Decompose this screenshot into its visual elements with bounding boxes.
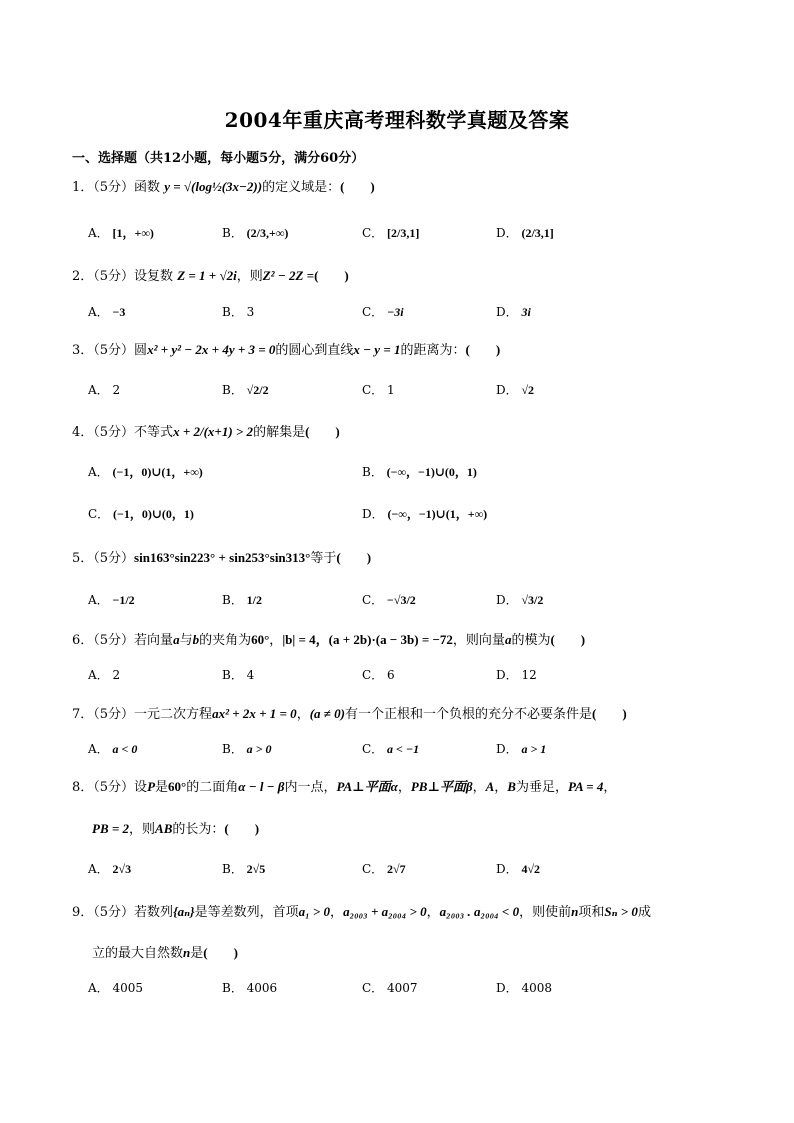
question-text: ，则使前 [519, 905, 572, 920]
separator: ， [296, 707, 310, 722]
option-value: (−∞，−1)∪(1，+∞) [387, 507, 488, 521]
answer-paren: ( ) [224, 821, 260, 836]
option-value: 3 [246, 305, 255, 319]
question-text: 不等式 [134, 425, 174, 440]
option-label: A． [88, 862, 109, 876]
option-value: (−∞，−1)∪(0，1) [386, 465, 477, 479]
option-label: D． [496, 305, 518, 319]
option-b [222, 224, 288, 241]
option-value: a > 1 [521, 742, 547, 756]
question-number: 5．（5分） [72, 551, 135, 566]
math-expression: PA = 4 [567, 779, 604, 794]
option-label: C． [88, 507, 110, 521]
option-value: 4 [246, 668, 255, 682]
option-b [222, 381, 269, 398]
question-3 [72, 339, 500, 358]
option-c [362, 591, 416, 608]
option-value: 2√3 [112, 862, 132, 876]
math-expression: 60° [251, 632, 270, 647]
option-label: D． [496, 383, 518, 397]
option-value: 12 [521, 668, 537, 682]
question-4 [72, 421, 340, 440]
page-title: 2004年重庆高考理科数学真题及答案 [224, 108, 570, 132]
option-label: C． [362, 305, 384, 319]
option-label: B． [222, 981, 243, 995]
option-value: 2√5 [246, 862, 266, 876]
math-expression: |b| = 4，(a + 2b)·(a − 3b) = −72 [282, 632, 453, 647]
option-value: (2/3,+∞) [246, 226, 289, 240]
option-a [88, 860, 131, 877]
option-label: D． [496, 862, 518, 876]
option-b [222, 979, 277, 996]
option-b [222, 740, 272, 757]
option-label: B． [222, 862, 243, 876]
option-value: 2 [112, 668, 121, 682]
math-symbol: B [507, 779, 516, 794]
option-a [88, 591, 135, 608]
question-6 [72, 629, 585, 648]
option-label: A． [88, 383, 109, 397]
question-text: 等于 [310, 551, 337, 566]
question-text: 设复数 [134, 269, 174, 284]
option-value: −√3/2 [387, 593, 416, 607]
math-expression: Z² − 2Z = [262, 268, 315, 283]
question-text: 为垂足， [515, 780, 568, 795]
question-text: 的长为： [172, 822, 225, 837]
answer-paren: ( ) [203, 945, 238, 960]
separator: ， [603, 780, 617, 795]
math-expression: sin163°sin223° + sin253°sin313° [134, 550, 311, 565]
option-label: D． [496, 742, 518, 756]
question-2 [72, 265, 349, 284]
option-d [496, 303, 531, 320]
question-5 [72, 547, 371, 566]
math-expression: a₂₀₀₃ + a₂₀₀₄ > 0 [343, 904, 427, 919]
option-label: A． [88, 465, 109, 479]
option-c [88, 505, 194, 522]
option-label: D． [496, 226, 518, 240]
option-label: A． [88, 305, 109, 319]
option-label: D． [496, 981, 518, 995]
option-c [362, 860, 406, 877]
math-expression: {aₙ} [173, 904, 195, 919]
option-value: −1/2 [112, 593, 135, 607]
option-label: C． [362, 593, 384, 607]
option-label: B． [222, 383, 243, 397]
question-text: 有一个正根和一个负根的充分不必要条件是 [345, 707, 593, 722]
option-value: 4√2 [521, 862, 541, 876]
math-symbol: P [147, 779, 156, 794]
option-value: [1，+∞) [112, 226, 154, 240]
question-8 [72, 776, 616, 795]
option-label: C． [362, 668, 384, 682]
option-value: [2/3,1] [387, 226, 420, 240]
math-expression: PB⊥平面β [410, 779, 473, 794]
separator: ， [472, 780, 486, 795]
separator: ， [269, 633, 283, 648]
vector-a: a [504, 632, 512, 647]
option-label: C． [362, 742, 384, 756]
separator: ， [397, 780, 411, 795]
question-text: 设 [134, 780, 148, 795]
math-symbol: A [485, 779, 495, 794]
question-text: 的夹角为 [199, 633, 252, 648]
option-value: −3 [112, 305, 126, 319]
question-text: 的二面角 [186, 780, 239, 795]
option-b [222, 303, 254, 320]
option-a [88, 303, 125, 320]
answer-paren: ( ) [550, 632, 586, 647]
question-text: 成 [637, 905, 651, 920]
option-a [88, 224, 154, 241]
option-value: −3i [387, 305, 404, 319]
question-text: 圆 [134, 343, 148, 358]
option-value: 4007 [387, 981, 418, 995]
math-expression: x² + y² − 2x + 4y + 3 = 0 [147, 342, 276, 357]
question-text: 的定义域是： [262, 180, 341, 195]
option-c [362, 740, 419, 757]
option-label: B． [222, 668, 243, 682]
answer-paren: ( ) [592, 706, 627, 721]
question-text: 的距离为： [400, 343, 466, 358]
option-label: A． [88, 226, 109, 240]
question-8-line-2 [92, 818, 259, 837]
question-number: 8．（5分） [72, 780, 135, 795]
question-text: 一元二次方程 [134, 707, 213, 722]
math-symbol: n [571, 904, 579, 919]
option-a [88, 666, 120, 683]
option-label: B． [222, 226, 243, 240]
question-7 [72, 703, 627, 722]
question-text: 函数 [134, 180, 161, 195]
option-label: B． [222, 305, 243, 319]
section-heading: 一、选择题（共12小题，每小题5分，满分60分） [72, 151, 365, 166]
option-label: A． [88, 981, 109, 995]
question-text: ，则 [129, 822, 156, 837]
question-text: 项和 [578, 905, 605, 920]
question-text: 若向量 [134, 633, 174, 648]
question-text: 与 [179, 633, 193, 648]
option-value: a < 0 [112, 742, 138, 756]
answer-paren: ( ) [340, 179, 375, 194]
question-text: 若数列 [134, 905, 174, 920]
option-label: B． [362, 465, 383, 479]
math-expression: α − l − β [238, 779, 285, 794]
option-value: (2/3,1] [521, 226, 554, 240]
option-label: A． [88, 593, 109, 607]
option-b [362, 463, 477, 480]
question-text: 立的最大自然数 [92, 946, 184, 961]
math-expression: ax² + 2x + 1 = 0 [212, 706, 297, 721]
option-label: B． [222, 593, 243, 607]
option-value: 4008 [521, 981, 552, 995]
answer-paren: ( ) [305, 424, 340, 439]
answer-paren: ( ) [314, 268, 349, 283]
option-label: C． [362, 862, 384, 876]
option-d [362, 505, 487, 522]
question-number: 9．（5分） [72, 905, 135, 920]
math-expression: Sₙ > 0 [604, 904, 638, 919]
option-value: 6 [387, 668, 395, 682]
question-number: 3．（5分） [72, 343, 135, 358]
question-text: 的圆心到直线 [275, 343, 354, 358]
option-a [88, 381, 120, 398]
question-text: 是等差数列，首项 [194, 905, 299, 920]
vector-b: b [192, 632, 200, 647]
option-c [362, 666, 395, 683]
question-text: 是 [190, 946, 204, 961]
question-text: 内一点， [284, 780, 337, 795]
option-label: A． [88, 742, 109, 756]
option-b [222, 591, 262, 608]
question-number: 7．（5分） [72, 707, 135, 722]
math-expression: Z = 1 + √2i [177, 268, 237, 283]
option-d [496, 224, 554, 241]
option-d [496, 860, 540, 877]
option-value: √3/2 [521, 593, 544, 607]
option-a [88, 740, 137, 757]
option-value: √2/2 [246, 383, 269, 397]
separator: ， [426, 905, 440, 920]
option-value: 4005 [112, 981, 144, 995]
question-9-line-2 [92, 942, 238, 961]
option-c [362, 224, 419, 241]
option-value: a > 0 [246, 742, 272, 756]
option-label: C． [362, 383, 384, 397]
question-number: 1．（5分） [72, 180, 135, 195]
option-label: B． [222, 742, 243, 756]
option-value: 3i [521, 305, 531, 319]
option-a [88, 979, 143, 996]
option-a [88, 463, 203, 480]
option-c [362, 303, 404, 320]
math-expression: a₁ > 0 [298, 904, 331, 919]
option-b [222, 860, 265, 877]
option-value: a < −1 [387, 742, 420, 756]
option-value: √2 [521, 383, 535, 397]
option-d [496, 740, 546, 757]
math-expression: (a ≠ 0) [309, 706, 345, 721]
option-d [496, 666, 537, 683]
answer-paren: ( ) [336, 550, 372, 565]
option-label: D． [496, 668, 518, 682]
option-value: 2√7 [387, 862, 406, 876]
option-label: D． [496, 593, 518, 607]
answer-paren: ( ) [465, 342, 501, 357]
question-number: 4．（5分） [72, 425, 135, 440]
question-number: 6．（5分） [72, 633, 135, 648]
question-text: ，则 [236, 269, 263, 284]
question-1 [72, 176, 375, 195]
question-text: 的模为 [511, 633, 551, 648]
option-value: (−1，0)∪(0，1) [113, 507, 194, 521]
option-c [362, 381, 395, 398]
vector-a: a [173, 632, 180, 647]
option-value: 2 [112, 383, 121, 397]
math-expression: x − y = 1 [353, 342, 401, 357]
option-label: C． [362, 226, 384, 240]
option-value: 1/2 [246, 593, 262, 607]
option-d [496, 979, 552, 996]
question-text: 是 [155, 780, 169, 795]
math-symbol: AB [155, 821, 173, 836]
math-expression: PB = 2 [92, 821, 130, 836]
question-number: 2．（5分） [72, 269, 135, 284]
math-expression: y = √(log½(3x−2)) [164, 179, 263, 194]
option-value: (−1，0)∪(1，+∞) [112, 465, 203, 479]
question-text: ，则向量 [452, 633, 505, 648]
separator: ， [330, 905, 344, 920]
option-b [222, 666, 254, 683]
question-9 [72, 901, 651, 920]
math-expression: x + 2/(x+1) > 2 [173, 424, 254, 439]
option-label: A． [88, 668, 109, 682]
option-value: 4006 [246, 981, 278, 995]
math-expression: PA⊥平面α [336, 779, 398, 794]
math-symbol: n [183, 945, 191, 960]
option-d [496, 591, 543, 608]
option-c [362, 979, 418, 996]
option-value: 1 [387, 383, 395, 397]
option-label: D． [362, 507, 384, 521]
option-d [496, 381, 534, 398]
question-text: 的解集是 [253, 425, 306, 440]
math-expression: 60° [168, 779, 187, 794]
separator: ， [494, 780, 508, 795]
math-expression: a₂₀₀₃ . a₂₀₀₄ < 0 [439, 904, 520, 919]
option-label: C． [362, 981, 384, 995]
